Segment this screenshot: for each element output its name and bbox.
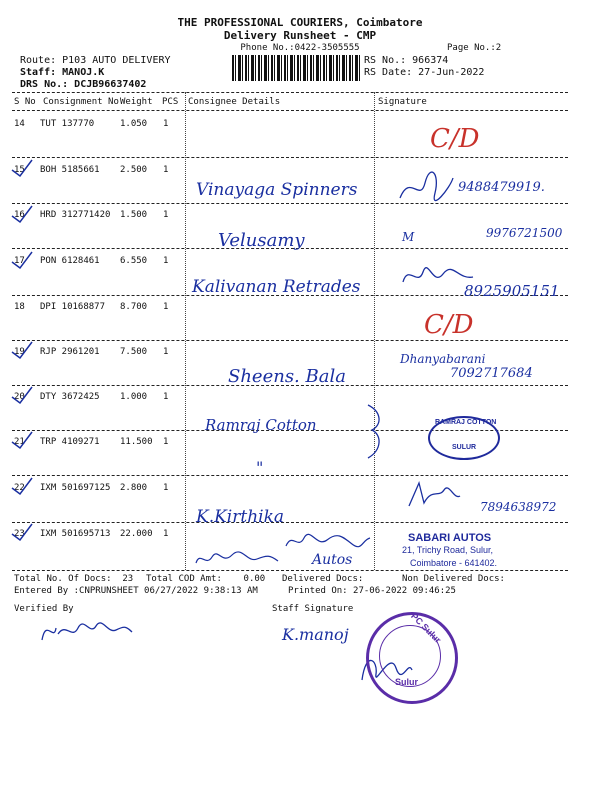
tick-icon bbox=[12, 432, 32, 448]
tick-icon bbox=[12, 160, 32, 176]
staff-signature-label: Staff Signature bbox=[272, 604, 354, 614]
consignee-ramraj: Ramraj Cotton bbox=[205, 416, 317, 434]
col-pcs: PCS bbox=[162, 97, 179, 107]
tick-icon bbox=[12, 206, 32, 222]
tick-icon bbox=[12, 342, 32, 358]
col-consignee: Consignee Details bbox=[188, 97, 281, 107]
row-pcs: 1 bbox=[163, 302, 169, 312]
consignee-vinayaga: Vinayaga Spinners bbox=[196, 180, 358, 200]
row-sno: 19 bbox=[14, 347, 25, 357]
col-weight: Weight bbox=[120, 97, 153, 107]
sabari-stamp-addr2: Coimbatore - 641402. bbox=[410, 558, 498, 568]
row-consignment: IXM 501695713 bbox=[40, 529, 111, 539]
printed-on: Printed On: 27-06-2022 09:46:25 bbox=[288, 586, 456, 596]
tick-icon bbox=[12, 387, 32, 403]
row-sno: 18 bbox=[14, 302, 25, 312]
column-separator bbox=[374, 92, 375, 570]
row-weight: 2.500 bbox=[120, 165, 148, 175]
row-sno: 22 bbox=[14, 483, 25, 493]
delivered-docs: Delivered Docs: bbox=[282, 574, 364, 584]
ramraj-stamp bbox=[428, 416, 500, 460]
row-weight: 1.050 bbox=[120, 119, 148, 129]
consignee-kirthika: K.Kirthika bbox=[196, 507, 285, 527]
page-number: Page No.:2 bbox=[447, 43, 502, 53]
row-pcs: 1 bbox=[163, 529, 169, 539]
col-sno: S No bbox=[14, 97, 36, 107]
divider bbox=[12, 157, 568, 158]
row-consignment: BOH 5185661 bbox=[40, 165, 100, 175]
row-sno: 23 bbox=[14, 529, 25, 539]
row-consignment: TRP 4109271 bbox=[40, 437, 100, 447]
row-pcs: 1 bbox=[163, 210, 169, 220]
ramraj-stamp-top: RAMRAJ COTTON bbox=[435, 419, 497, 426]
divider bbox=[12, 203, 568, 204]
sabari-stamp-name: SABARI AUTOS bbox=[408, 532, 492, 544]
signature-scribble bbox=[404, 478, 464, 512]
verified-by-label: Verified By bbox=[14, 604, 74, 614]
phone-dhanya: 7092717684 bbox=[450, 366, 533, 381]
row-sno: 21 bbox=[14, 437, 25, 447]
staff-name: Staff: MANOJ.K bbox=[20, 67, 105, 78]
divider bbox=[12, 92, 568, 93]
tick-icon bbox=[12, 478, 32, 494]
row-pcs: 1 bbox=[163, 437, 169, 447]
runsheet-title: Delivery Runsheet - CMP bbox=[223, 29, 377, 42]
drs-number: DRS No.: DCJB96637402 bbox=[20, 79, 147, 90]
row-pcs: 1 bbox=[163, 392, 169, 402]
phone-vinayaga: 9488479919. bbox=[458, 180, 545, 195]
col-signature: Signature bbox=[378, 97, 427, 107]
row-weight: 7.500 bbox=[120, 347, 148, 357]
cd-mark-2: C/D bbox=[424, 310, 474, 340]
row-pcs: 1 bbox=[163, 165, 169, 175]
company-name: THE PROFESSIONAL COURIERS, Coimbatore bbox=[177, 16, 423, 29]
rs-number: RS No.: 966374 bbox=[364, 55, 449, 66]
barcode bbox=[232, 55, 360, 81]
consignee-velusamy: Velusamy bbox=[218, 230, 305, 251]
row-pcs: 1 bbox=[163, 256, 169, 266]
ditto-mark: " bbox=[256, 458, 264, 477]
row-consignment: IXM 501697125 bbox=[40, 483, 111, 493]
tick-icon bbox=[12, 524, 32, 540]
row-weight: 11.500 bbox=[120, 437, 153, 447]
divider bbox=[12, 522, 568, 523]
row-pcs: 1 bbox=[163, 119, 169, 129]
row-weight: 8.700 bbox=[120, 302, 148, 312]
divider bbox=[12, 475, 568, 476]
phone-velusamy: 9976721500 bbox=[486, 226, 563, 240]
total-cod: Total COD Amt: 0.00 bbox=[146, 574, 266, 584]
pc-sulur-stamp bbox=[366, 612, 458, 704]
tick-marks bbox=[8, 150, 38, 550]
row-sno: 15 bbox=[14, 165, 25, 175]
verified-signature bbox=[36, 612, 136, 648]
row-pcs: 1 bbox=[163, 347, 169, 357]
row-consignment: RJP 2961201 bbox=[40, 347, 100, 357]
divider bbox=[12, 570, 568, 571]
row-sno: 16 bbox=[14, 210, 25, 220]
phone-number: Phone No.:0422-3505555 bbox=[240, 43, 360, 53]
phone-kirthika: 7894638972 bbox=[480, 500, 557, 514]
column-separator bbox=[185, 92, 186, 570]
row-consignment: TUT 137770 bbox=[40, 119, 95, 129]
signature-scribble bbox=[192, 545, 282, 571]
phone-kalivanan: 8925905151 bbox=[464, 282, 560, 300]
consignee-sheens: Sheens. Bala bbox=[228, 366, 346, 387]
cd-mark-1: C/D bbox=[430, 124, 480, 154]
total-docs: Total No. Of Docs: 23 bbox=[14, 574, 134, 584]
pc-stamp-bottom: Sulur bbox=[395, 677, 419, 687]
staff-signature: K.manoj bbox=[282, 625, 349, 644]
col-consignment: Consignment No bbox=[43, 97, 119, 107]
pc-stamp-top: PC Sulur bbox=[409, 611, 443, 645]
row-weight: 1.000 bbox=[120, 392, 148, 402]
signature-scribble bbox=[282, 528, 372, 554]
route: Route: P103 AUTO DELIVERY bbox=[20, 55, 171, 66]
row-consignment: HRD 312771420 bbox=[40, 210, 111, 220]
row-weight: 22.000 bbox=[120, 529, 153, 539]
consignee-autos: Autos bbox=[312, 552, 353, 568]
divider bbox=[12, 340, 568, 341]
signature-velusamy: M bbox=[402, 230, 415, 244]
row-consignment: DPI 10168877 bbox=[40, 302, 106, 312]
entered-by: Entered By :CNPRUNSHEET 06/27/2022 9:38:13 AM bbox=[14, 586, 258, 596]
row-weight: 2.800 bbox=[120, 483, 148, 493]
row-pcs: 1 bbox=[163, 483, 169, 493]
row-sno: 20 bbox=[14, 392, 25, 402]
tick-icon bbox=[12, 252, 32, 268]
rs-date: RS Date: 27-Jun-2022 bbox=[364, 67, 485, 78]
signature-scribble bbox=[395, 168, 455, 208]
divider bbox=[12, 110, 568, 111]
row-sno: 17 bbox=[14, 256, 25, 266]
ramraj-stamp-bottom: SULUR bbox=[452, 444, 477, 451]
row-weight: 1.500 bbox=[120, 210, 148, 220]
sabari-stamp-addr1: 21, Trichy Road, Sulur, bbox=[402, 545, 494, 555]
row-consignment: DTY 3672425 bbox=[40, 392, 100, 402]
signature-dhanya: Dhanyabarani bbox=[400, 352, 486, 366]
row-consignment: PON 6128461 bbox=[40, 256, 100, 266]
non-delivered-docs: Non Delivered Docs: bbox=[402, 574, 505, 584]
row-weight: 6.550 bbox=[120, 256, 148, 266]
row-sno: 14 bbox=[14, 119, 25, 129]
bracket-scribble bbox=[360, 400, 390, 460]
consignee-kalivanan: Kalivanan Retrades bbox=[192, 277, 361, 297]
